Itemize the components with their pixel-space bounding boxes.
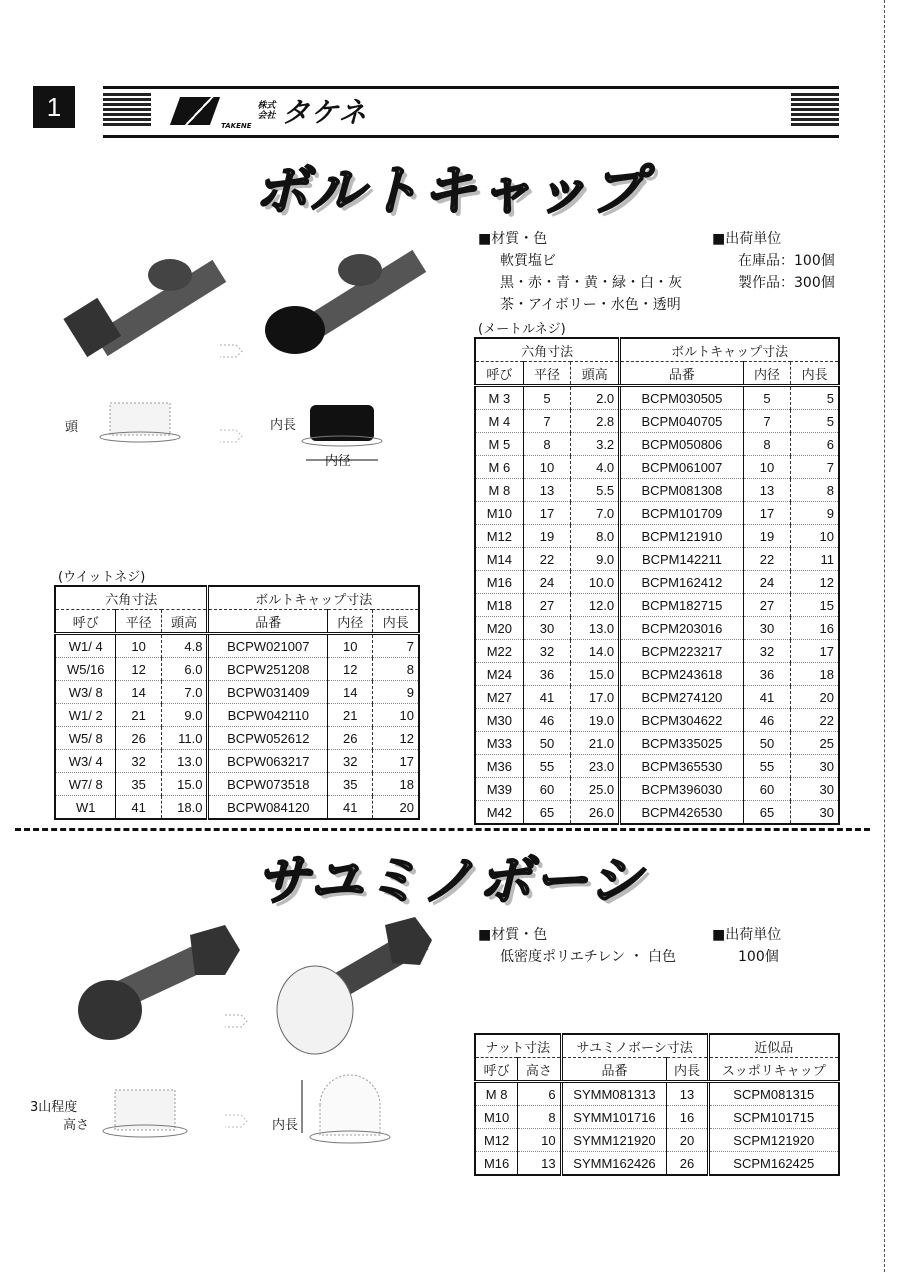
table-cell: 23.0 — [571, 755, 620, 778]
table-cell: 14 — [116, 681, 161, 704]
shipping-stock: 在庫品：100個 — [738, 253, 835, 269]
material-heading: ■材質・色 — [478, 927, 548, 943]
table-cell: BCPW021007 — [208, 634, 328, 658]
table-row — [55, 750, 419, 773]
col-inner-length: 内長 — [791, 362, 839, 386]
group-nut: ナット寸法 — [475, 1034, 561, 1058]
arrow-icon — [220, 430, 242, 442]
company-name: タケネ — [281, 97, 368, 128]
group-cap: ボルトキャップ寸法 — [620, 338, 839, 362]
table-cell: M22 — [475, 640, 523, 663]
material-heading: ■材質・色 — [478, 231, 548, 247]
table-cell: M 5 — [475, 433, 523, 456]
col-similar-part: スッポリキャップ — [708, 1058, 839, 1082]
table-cell: BCPW042110 — [208, 704, 328, 727]
company-logo — [175, 91, 367, 131]
col-head-height: 頭高 — [571, 362, 620, 386]
sayumi-material — [478, 924, 676, 968]
section-divider — [15, 828, 870, 831]
table-cell: 11 — [791, 548, 839, 571]
table-cell: SCPM162425 — [708, 1152, 839, 1176]
table-cell: 7 — [373, 634, 419, 658]
table-cell: 32 — [116, 750, 161, 773]
table-cell: 17 — [791, 640, 839, 663]
table-row — [55, 634, 419, 658]
table-cell: 60 — [743, 778, 791, 801]
table-cell: W7/ 8 — [55, 773, 116, 796]
table-cell: 19 — [523, 525, 571, 548]
table-cell: 30 — [791, 778, 839, 801]
table-cell: 50 — [743, 732, 791, 755]
table-cell: 32 — [523, 640, 571, 663]
table-cell: SCPM121920 — [708, 1129, 839, 1152]
label-head: 頭 — [65, 420, 79, 435]
col-inner-diameter: 内径 — [743, 362, 791, 386]
table-cell: BCPM304622 — [620, 709, 744, 732]
table-cell: 9 — [373, 681, 419, 704]
col-nominal: 呼び — [475, 1058, 518, 1082]
table-cell: M24 — [475, 663, 523, 686]
bolt-bare-icon — [63, 259, 226, 357]
table-row — [475, 594, 839, 617]
table-cell: 5 — [523, 386, 571, 410]
table-cell: 25.0 — [571, 778, 620, 801]
table-cell: 16 — [667, 1106, 708, 1129]
arrow-icon — [225, 1115, 247, 1127]
table-cell: 32 — [743, 640, 791, 663]
col-width: 平径 — [523, 362, 571, 386]
table-cell: 10.0 — [571, 571, 620, 594]
company-banner — [103, 86, 839, 138]
table-cell: 21.0 — [571, 732, 620, 755]
bolt-cap-illustration — [60, 225, 440, 475]
table-cell: M14 — [475, 548, 523, 571]
table-cell: W1 — [55, 796, 116, 820]
table-cell: 11.0 — [161, 727, 208, 750]
table-cell: 30 — [791, 755, 839, 778]
table-cell: 26 — [328, 727, 373, 750]
metric-bolt-cap-table — [474, 337, 840, 825]
stripes-right-decoration — [791, 93, 839, 127]
page-number-badge: 1 — [33, 86, 75, 128]
table-cell: BCPM030505 — [620, 386, 744, 410]
whitworth-bolt-cap-table — [54, 585, 420, 820]
col-part-no: 品番 — [208, 610, 328, 634]
table-row — [475, 479, 839, 502]
material-value: 軟質塩ビ — [500, 253, 556, 269]
table-cell: BCPM396030 — [620, 778, 744, 801]
table-cell: W5/16 — [55, 658, 116, 681]
table-cell: BCPM243618 — [620, 663, 744, 686]
table-row — [475, 410, 839, 433]
table-cell: 24 — [743, 571, 791, 594]
table-row — [55, 658, 419, 681]
shipping-heading: ■出荷単位 — [712, 231, 782, 247]
brand-latin: TAKENE — [221, 122, 252, 130]
table-cell: 22 — [743, 548, 791, 571]
table-row — [475, 801, 839, 825]
table-row — [55, 773, 419, 796]
table-cell: 25 — [791, 732, 839, 755]
arrow-icon — [220, 345, 242, 357]
table-cell: 19.0 — [571, 709, 620, 732]
table-cell: 14.0 — [571, 640, 620, 663]
table-cell: 10 — [743, 456, 791, 479]
table-cell: 8 — [373, 658, 419, 681]
table-cell: 15.0 — [571, 663, 620, 686]
table-cell: 46 — [523, 709, 571, 732]
table-row — [475, 732, 839, 755]
label-height: 高さ — [63, 1118, 90, 1133]
table-cell: 10 — [116, 634, 161, 658]
table-cell: 2.8 — [571, 410, 620, 433]
label-inner-diameter: 内径 — [325, 454, 352, 469]
col-inner-length: 内長 — [667, 1058, 708, 1082]
table-cell: 60 — [523, 778, 571, 801]
table-cell: 13 — [743, 479, 791, 502]
table-cell: 27 — [743, 594, 791, 617]
table-cell: BCPM203016 — [620, 617, 744, 640]
logo-mark-icon — [170, 97, 220, 125]
table-cell: M10 — [475, 1106, 518, 1129]
table-cell: M18 — [475, 594, 523, 617]
table-cell: 27 — [523, 594, 571, 617]
col-nominal: 呼び — [55, 610, 116, 634]
table-row — [475, 525, 839, 548]
bolt-cap-material — [478, 228, 682, 316]
shipping-heading: ■出荷単位 — [712, 927, 782, 943]
table-cell: M36 — [475, 755, 523, 778]
table-cell: BCPM223217 — [620, 640, 744, 663]
table-row — [475, 709, 839, 732]
table-cell: 30 — [523, 617, 571, 640]
table-row — [475, 755, 839, 778]
col-width: 平径 — [116, 610, 161, 634]
sayumi-cap-diagram-icon — [302, 1075, 390, 1143]
table-cell: 8 — [743, 433, 791, 456]
table-cell: 13 — [667, 1082, 708, 1106]
bolt-cap-shipping — [712, 228, 835, 294]
table-cell: 8 — [791, 479, 839, 502]
table-cell: 7 — [743, 410, 791, 433]
col-part-no: 品番 — [561, 1058, 667, 1082]
bolt-with-sayumi-cap-icon — [277, 917, 432, 1054]
table-cell: 7.0 — [161, 681, 208, 704]
table-cell: W3/ 4 — [55, 750, 116, 773]
table-row — [475, 686, 839, 709]
table-cell: W1/ 2 — [55, 704, 116, 727]
table-row — [475, 1152, 839, 1176]
table-cell: BCPM142211 — [620, 548, 744, 571]
table-cell: M10 — [475, 502, 523, 525]
table-cell: 6.0 — [161, 658, 208, 681]
table-cell: BCPM101709 — [620, 502, 744, 525]
table-cell: 17 — [743, 502, 791, 525]
table-cell: SCPM101715 — [708, 1106, 839, 1129]
hex-head-diagram-icon — [100, 403, 180, 442]
table-cell: SYMM162426 — [561, 1152, 667, 1176]
table-cell: BCPM162412 — [620, 571, 744, 594]
table-cell: 7 — [523, 410, 571, 433]
table-row — [475, 433, 839, 456]
table-cell: 7.0 — [571, 502, 620, 525]
table-cell: 9.0 — [571, 548, 620, 571]
col-height: 高さ — [518, 1058, 561, 1082]
table-cell: BCPM061007 — [620, 456, 744, 479]
table-cell: 36 — [743, 663, 791, 686]
metric-caption: (メートルネジ) — [478, 322, 566, 337]
table-cell: BCPW052612 — [208, 727, 328, 750]
table-cell: 26 — [116, 727, 161, 750]
bolt-capped-icon — [265, 250, 426, 354]
table-cell: 12 — [116, 658, 161, 681]
table-row — [475, 1106, 839, 1129]
table-cell: 65 — [743, 801, 791, 825]
company-type: 株式 会社 — [257, 101, 276, 121]
table-cell: 17 — [523, 502, 571, 525]
table-cell: 10 — [328, 634, 373, 658]
table-cell: SYMM121920 — [561, 1129, 667, 1152]
table-row — [475, 548, 839, 571]
table-cell: 13.0 — [571, 617, 620, 640]
table-cell: 12 — [791, 571, 839, 594]
table-row — [475, 778, 839, 801]
label-inner-length: 内長 — [270, 418, 297, 433]
table-cell: 8 — [518, 1106, 561, 1129]
table-cell: 9 — [791, 502, 839, 525]
table-row — [475, 502, 839, 525]
table-cell: 3.2 — [571, 433, 620, 456]
table-cell: W5/ 8 — [55, 727, 116, 750]
table-row — [55, 727, 419, 750]
table-cell: M39 — [475, 778, 523, 801]
table-cell: SCPM081315 — [708, 1082, 839, 1106]
table-cell: M42 — [475, 801, 523, 825]
table-cell: 36 — [523, 663, 571, 686]
sayumi-illustration — [40, 905, 440, 1175]
table-cell: 22 — [791, 709, 839, 732]
table-row — [55, 704, 419, 727]
table-cell: 14 — [328, 681, 373, 704]
table-cell: 5 — [791, 410, 839, 433]
table-cell: 41 — [328, 796, 373, 820]
table-cell: 15 — [791, 594, 839, 617]
table-cell: 10 — [791, 525, 839, 548]
nut-diagram-icon — [103, 1090, 187, 1137]
table-row — [475, 663, 839, 686]
table-cell: 8.0 — [571, 525, 620, 548]
table-cell: 10 — [373, 704, 419, 727]
sayumi-table — [474, 1033, 840, 1176]
table-cell: 20 — [791, 686, 839, 709]
material-value: 低密度ポリエチレン ・ 白色 — [500, 949, 676, 965]
table-cell: 22 — [523, 548, 571, 571]
table-cell: 32 — [328, 750, 373, 773]
table-cell: 17.0 — [571, 686, 620, 709]
table-cell: SYMM081313 — [561, 1082, 667, 1106]
table-cell: 18.0 — [161, 796, 208, 820]
colors-line-1: 黒・赤・青・黄・緑・白・灰 — [500, 275, 682, 291]
table-cell: 13 — [518, 1152, 561, 1176]
table-cell: 20 — [373, 796, 419, 820]
table-cell: M 3 — [475, 386, 523, 410]
table-cell: 41 — [743, 686, 791, 709]
table-cell: 30 — [743, 617, 791, 640]
table-cell: BCPM081308 — [620, 479, 744, 502]
table-cell: 10 — [523, 456, 571, 479]
table-cell: W1/ 4 — [55, 634, 116, 658]
table-cell: M 8 — [475, 1082, 518, 1106]
table-cell: 35 — [116, 773, 161, 796]
table-cell: M27 — [475, 686, 523, 709]
table-cell: 2.0 — [571, 386, 620, 410]
table-cell: 35 — [328, 773, 373, 796]
table-row — [475, 1129, 839, 1152]
table-cell: BCPM365530 — [620, 755, 744, 778]
group-hex: 六角寸法 — [475, 338, 620, 362]
label-threads: 3山程度 — [30, 1100, 78, 1115]
table-row — [475, 386, 839, 410]
table-cell: 41 — [116, 796, 161, 820]
table-cell: 17 — [373, 750, 419, 773]
table-cell: 5.5 — [571, 479, 620, 502]
sayumi-title: サユミノボーシ — [255, 849, 645, 912]
table-cell: 13.0 — [161, 750, 208, 773]
group-cap: サユミノボーシ寸法 — [561, 1034, 708, 1058]
table-cell: W3/ 8 — [55, 681, 116, 704]
table-cell: BCPM050806 — [620, 433, 744, 456]
table-cell: 4.8 — [161, 634, 208, 658]
table-row — [475, 640, 839, 663]
colors-line-2: 茶・アイボリー・水色・透明 — [500, 297, 681, 313]
table-cell: BCPW084120 — [208, 796, 328, 820]
table-cell: M12 — [475, 1129, 518, 1152]
table-cell: 10 — [518, 1129, 561, 1152]
table-cell: 9.0 — [161, 704, 208, 727]
stripes-left-decoration — [103, 93, 151, 127]
table-cell: 8 — [523, 433, 571, 456]
table-cell: 5 — [791, 386, 839, 410]
table-cell: 6 — [518, 1082, 561, 1106]
table-cell: 41 — [523, 686, 571, 709]
table-cell: 13 — [523, 479, 571, 502]
col-head-height: 頭高 — [161, 610, 208, 634]
group-hex: 六角寸法 — [55, 586, 208, 610]
table-cell: 16 — [791, 617, 839, 640]
table-cell: M 4 — [475, 410, 523, 433]
whitworth-caption: (ウイットネジ) — [58, 570, 146, 585]
shipping-made: 製作品：300個 — [738, 275, 835, 291]
table-row — [475, 617, 839, 640]
table-cell: 15.0 — [161, 773, 208, 796]
table-cell: M12 — [475, 525, 523, 548]
table-cell: BCPW063217 — [208, 750, 328, 773]
col-inner-length: 内長 — [373, 610, 419, 634]
bolt-nut-icon — [78, 925, 240, 1040]
table-cell: SYMM101716 — [561, 1106, 667, 1129]
table-cell: 18 — [791, 663, 839, 686]
table-cell: 30 — [791, 801, 839, 825]
arrow-icon — [225, 1015, 247, 1027]
table-cell: 26 — [667, 1152, 708, 1176]
table-cell: BCPM335025 — [620, 732, 744, 755]
table-cell: BCPM182715 — [620, 594, 744, 617]
table-cell: 6 — [791, 433, 839, 456]
table-cell: BCPW073518 — [208, 773, 328, 796]
table-cell: 7 — [791, 456, 839, 479]
table-cell: 18 — [373, 773, 419, 796]
group-similar: 近似品 — [708, 1034, 839, 1058]
table-row — [55, 681, 419, 704]
table-cell: 46 — [743, 709, 791, 732]
table-cell: 65 — [523, 801, 571, 825]
table-cell: 55 — [523, 755, 571, 778]
table-cell: 19 — [743, 525, 791, 548]
bolt-cap-title: ボルトキャップ — [254, 159, 646, 222]
table-cell: 12 — [373, 727, 419, 750]
table-cell: 12.0 — [571, 594, 620, 617]
table-cell: M20 — [475, 617, 523, 640]
table-cell: 50 — [523, 732, 571, 755]
table-cell: 20 — [667, 1129, 708, 1152]
table-row — [475, 571, 839, 594]
table-row — [475, 1082, 839, 1106]
table-cell: M33 — [475, 732, 523, 755]
table-cell: BCPW031409 — [208, 681, 328, 704]
group-cap: ボルトキャップ寸法 — [208, 586, 419, 610]
table-cell: 26.0 — [571, 801, 620, 825]
table-row — [475, 456, 839, 479]
table-cell: BCPM040705 — [620, 410, 744, 433]
sayumi-shipping — [712, 924, 781, 968]
table-cell: M 6 — [475, 456, 523, 479]
col-inner-diameter: 内径 — [328, 610, 373, 634]
table-cell: 4.0 — [571, 456, 620, 479]
col-part-no: 品番 — [620, 362, 744, 386]
table-cell: BCPM426530 — [620, 801, 744, 825]
col-nominal: 呼び — [475, 362, 523, 386]
table-row — [55, 796, 419, 820]
table-cell: 21 — [328, 704, 373, 727]
table-cell: M16 — [475, 1152, 518, 1176]
table-cell: 5 — [743, 386, 791, 410]
table-cell: M 8 — [475, 479, 523, 502]
table-cell: M16 — [475, 571, 523, 594]
table-cell: BCPM274120 — [620, 686, 744, 709]
label-inner-length: 内長 — [272, 1118, 299, 1133]
table-cell: 24 — [523, 571, 571, 594]
table-cell: 21 — [116, 704, 161, 727]
shipping-value: 100個 — [738, 949, 779, 965]
table-cell: 12 — [328, 658, 373, 681]
table-cell: BCPW251208 — [208, 658, 328, 681]
table-cell: 55 — [743, 755, 791, 778]
table-cell: M30 — [475, 709, 523, 732]
table-cell: BCPM121910 — [620, 525, 744, 548]
